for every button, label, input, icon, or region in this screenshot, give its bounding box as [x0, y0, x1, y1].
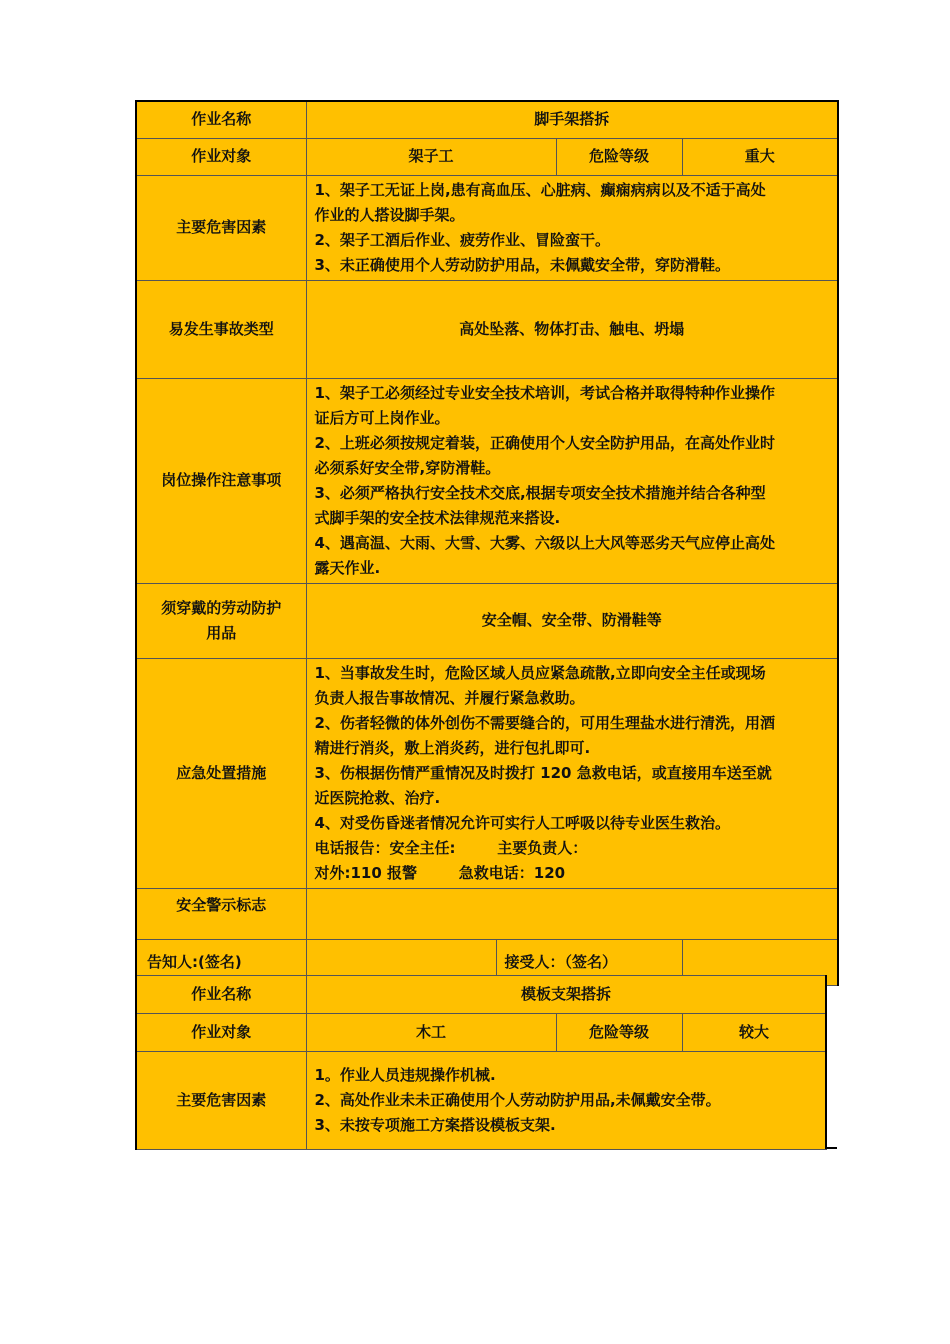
- note-line: 2、上班必须按规定着装，正确使用个人安全防护用品，在高处作业时: [314, 433, 775, 452]
- job-name-label: 作业名称: [136, 101, 306, 138]
- receiver-signature-label: 接受人：（签名）: [496, 939, 682, 985]
- ppe-label-line: 用品: [206, 623, 237, 642]
- job-target-row: [136, 1014, 826, 1052]
- emergency-line: 2、伤者轻微的体外创伤不需要缝合的，可用生理盐水进行清洗，用酒: [314, 713, 775, 732]
- emergency-line: 精进行消炎，敷上消炎药，进行包扎即可.: [314, 738, 591, 757]
- formwork-notice-table: [135, 975, 827, 1150]
- ppe-value: 安全帽、安全带、防滑鞋等: [306, 583, 838, 658]
- risk-level-value: 较大: [682, 1014, 826, 1052]
- operation-notes-text: [306, 378, 838, 583]
- hazard-line: 2、架子工酒后作业、疲劳作业、冒险蛮干。: [314, 230, 610, 249]
- hazards-row: [136, 1052, 826, 1150]
- job-name-value: 模板支架搭拆: [306, 976, 826, 1014]
- ppe-label: [136, 583, 306, 658]
- note-line: 1、架子工必须经过专业安全技术培训，考试合格并取得特种作业操作: [314, 383, 775, 402]
- hazards-text: [306, 1052, 826, 1150]
- hazards-row: [136, 175, 838, 280]
- accident-type-label: 易发生事故类型: [136, 280, 306, 378]
- operation-notes-label: 岗位操作注意事项: [136, 378, 306, 583]
- accident-type-row: [136, 280, 838, 378]
- safety-notice-sheet: [135, 100, 837, 986]
- note-line: 露天作业.: [314, 558, 381, 577]
- job-target-label: 作业对象: [136, 1014, 306, 1052]
- note-line: 3、必须严格执行安全技术交底,根据专项安全技术措施并结合各种型: [314, 483, 766, 502]
- emergency-label: 应急处置措施: [136, 658, 306, 888]
- hazard-line: 作业的人搭设脚手架。: [314, 205, 465, 224]
- risk-level-label: 危险等级: [556, 138, 682, 175]
- job-name-label: 作业名称: [136, 976, 306, 1014]
- emergency-line: 1、当事故发生时，危险区域人员应紧急疏散,立即向安全主任或现场: [314, 663, 766, 682]
- table-edge-line: [825, 975, 827, 1149]
- accident-type-value: 高处坠落、物体打击、触电、坍塌: [306, 280, 838, 378]
- hazard-line: 3、未正确使用个人劳动防护用品，未佩戴安全带，穿防滑鞋。: [314, 255, 730, 274]
- warning-sign-area: [306, 888, 838, 939]
- note-line: 必须系好安全带,穿防滑鞋。: [314, 458, 501, 477]
- emergency-text: [306, 658, 838, 888]
- notifier-signature-label: 告知人:(签名): [136, 939, 306, 985]
- emergency-row: [136, 658, 838, 888]
- operation-notes-row: [136, 378, 838, 583]
- table-edge-line: [825, 1147, 837, 1149]
- warning-sign-row: [136, 888, 838, 939]
- emergency-line: 负责人报告事故情况、并履行紧急救助。: [314, 688, 585, 707]
- job-name-row: [136, 976, 826, 1014]
- formwork-notice-wrap: [135, 975, 837, 1150]
- job-target-row: [136, 138, 838, 175]
- job-name-row: [136, 101, 838, 138]
- note-line: 4、遇高温、大雨、大雪、大雾、六级以上大风等恶劣天气应停止高处: [314, 533, 775, 552]
- emergency-line: 电话报告：安全主任: 主要负责人：: [314, 838, 588, 857]
- job-target-label: 作业对象: [136, 138, 306, 175]
- hazards-label: 主要危害因素: [136, 1052, 306, 1150]
- note-line: 证后方可上岗作业。: [314, 408, 450, 427]
- scaffold-notice-table: [135, 100, 839, 986]
- note-line: 式脚手架的安全技术法律规范来搭设.: [314, 508, 561, 527]
- risk-level-value: 重大: [682, 138, 838, 175]
- hazard-line: 3、未按专项施工方案搭设模板支架.: [314, 1116, 556, 1134]
- ppe-label-line: 须穿戴的劳动防护: [161, 598, 282, 617]
- ppe-row: [136, 583, 838, 658]
- risk-level-label: 危险等级: [556, 1014, 682, 1052]
- hazard-line: 1。作业人员违规操作机械.: [314, 1066, 496, 1084]
- hazard-line: 2、高处作业未未正确使用个人劳动防护用品,未佩戴安全带。: [314, 1091, 721, 1109]
- hazard-line: 1、架子工无证上岗,患有高血压、心脏病、癫痫病病以及不适于高处: [314, 180, 766, 199]
- emergency-line: 对外:110 报警 急救电话：120: [314, 863, 566, 882]
- job-target-value: 木工: [306, 1014, 556, 1052]
- emergency-line: 近医院抢救、治疗.: [314, 788, 441, 807]
- hazards-label: 主要危害因素: [136, 175, 306, 280]
- job-name-value: 脚手架搭拆: [306, 101, 838, 138]
- warning-sign-label: 安全警示标志: [136, 888, 306, 939]
- emergency-line: 3、伤根据伤情严重情况及时拨打 120 急救电话，或直接用车送至就: [314, 763, 772, 782]
- emergency-line: 4、对受伤昏迷者情况允许可实行人工呼吸以待专业医生救治。: [314, 813, 730, 832]
- job-target-value: 架子工: [306, 138, 556, 175]
- hazards-text: [306, 175, 838, 280]
